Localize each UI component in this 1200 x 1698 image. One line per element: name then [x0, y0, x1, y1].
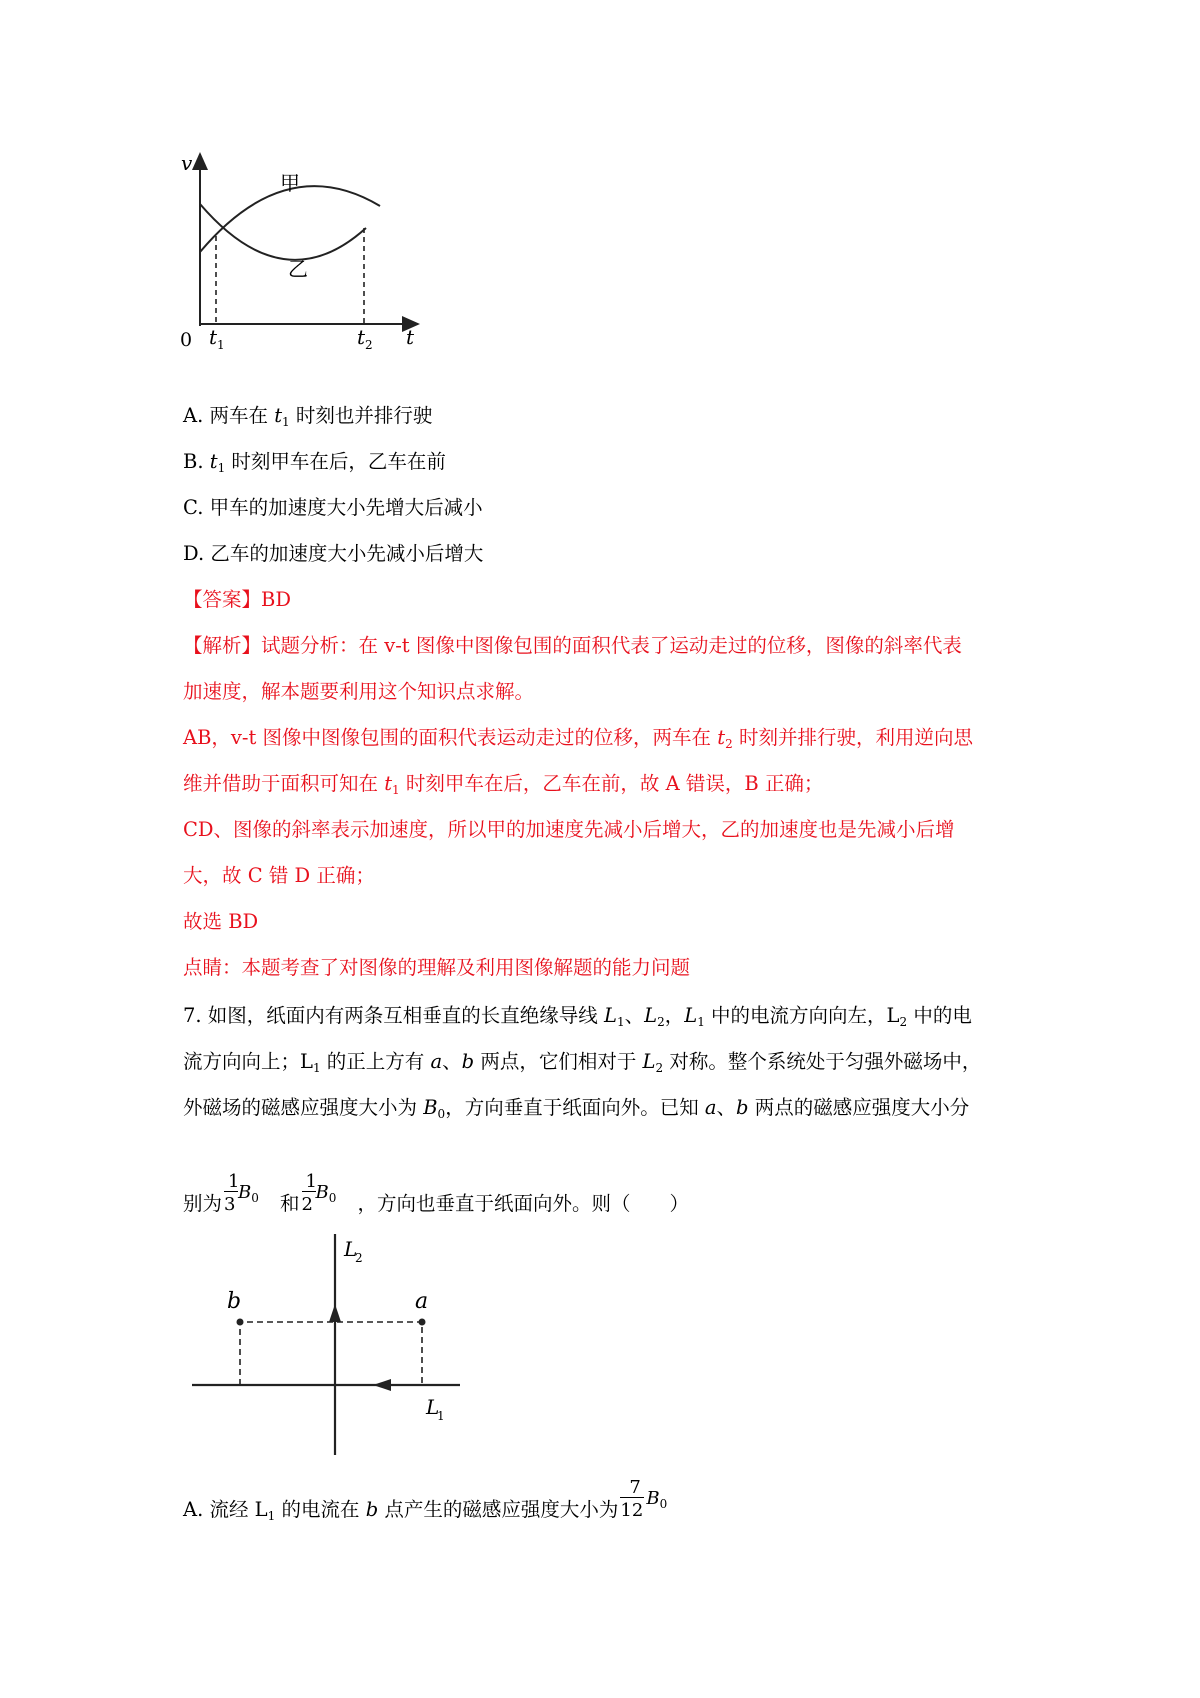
q7-line-2: 流方向向上；$L_1$ 的正上方有 a、b 两点，它们相对于 $L_2$ 对称。整个系统处于匀强外磁场中， — [183, 1050, 982, 1075]
point-a-dot — [419, 1319, 426, 1326]
answer: 【答案】BD — [183, 588, 291, 611]
fraction-one-half-b0: 1 2 $B_0$ — [301, 1171, 337, 1215]
analysis-line-2: 加速度，解本题要利用这个知识点求解。 — [183, 680, 535, 703]
l1-label: L — [426, 1395, 440, 1419]
dashed-box — [240, 1322, 422, 1385]
q7-line-4: 别为 1 3 $B_0$ 和 1 2 $B_0$ ，方向也垂直于纸面向外。则（ ） — [183, 1190, 689, 1218]
t2-label: t — [357, 325, 366, 349]
curve-yi — [200, 204, 366, 260]
t-axis-label: t — [406, 325, 415, 349]
analysis-line-3: AB，v-t 图像中图像包围的面积代表运动走过的位移，两车在 $t_2$ 时刻并排行驶，利用逆向思 — [183, 726, 973, 751]
t1-label-sub: 1 — [217, 338, 225, 352]
option-c: C. 甲车的加速度大小先增大后减小 — [183, 496, 483, 519]
wire-l2-arrow — [329, 1304, 341, 1322]
analysis-line-1: 【解析】试题分析：在 v-t 图像中图像包围的面积代表了运动走过的位移，图像的斜率代表 — [183, 634, 962, 657]
option-d: D. 乙车的加速度大小先减小后增大 — [183, 542, 484, 565]
l1-label-sub: 1 — [437, 1409, 445, 1423]
wire-diagram — [180, 1230, 480, 1460]
analysis-line-6: 大，故 C 错 D 正确； — [183, 864, 375, 887]
v-axis-label: v — [181, 151, 193, 175]
option-b: B. $t_1$ 时刻甲车在后，乙车在前 — [183, 450, 446, 475]
q7-line-1: 7. 如图，纸面内有两条互相垂直的长直绝缘导线 $L_1$、$L_2$，$L_1$ 中的电流方向向左，$L_2$ 中的电 — [183, 1004, 972, 1029]
l2-label-sub: 2 — [355, 1251, 363, 1265]
fraction-one-third-b0: 1 3 $B_0$ — [224, 1171, 259, 1215]
curve-jia — [200, 186, 380, 252]
q7-option-a: A. 流经 $L_1$ 的电流在 b 点产生的磁感应强度大小为 7 12 $B_0$ — [183, 1496, 688, 1524]
l2-label: L — [344, 1237, 358, 1261]
origin-label: 0 — [180, 329, 193, 351]
fraction-seven-twelfths-b0: 7 12 $B_0$ — [620, 1477, 668, 1521]
analysis-line-8: 点睛：本题考查了对图像的理解及利用图像解题的能力问题 — [183, 956, 691, 979]
wire-l1-arrow — [373, 1379, 391, 1391]
curve-jia-label: 甲 — [280, 171, 300, 195]
point-b-dot — [237, 1319, 244, 1326]
point-b-label: b — [227, 1289, 242, 1314]
vt-graph — [180, 148, 460, 388]
t1-label: t — [209, 325, 218, 349]
analysis-line-4: 维并借助于面积可知在 $t_1$ 时刻甲车在后，乙车在前，故 A 错误，B 正确； — [183, 772, 824, 797]
q7-line-3: 外磁场的磁感应强度大小为 $B_0$，方向垂直于纸面向外。已知 a、b 两点的磁感应强度大小分 — [183, 1096, 970, 1121]
curve-yi-label: 乙 — [288, 257, 308, 281]
option-a: A. 两车在 $t_1$ 时刻也并排行驶 — [183, 404, 433, 429]
t2-label-sub: 2 — [365, 338, 373, 352]
analysis-line-7: 故选 BD — [183, 910, 259, 933]
analysis-line-5: CD、图像的斜率表示加速度，所以甲的加速度先减小后增大，乙的加速度也是先减小后增 — [183, 818, 955, 841]
point-a-label: a — [415, 1289, 429, 1314]
